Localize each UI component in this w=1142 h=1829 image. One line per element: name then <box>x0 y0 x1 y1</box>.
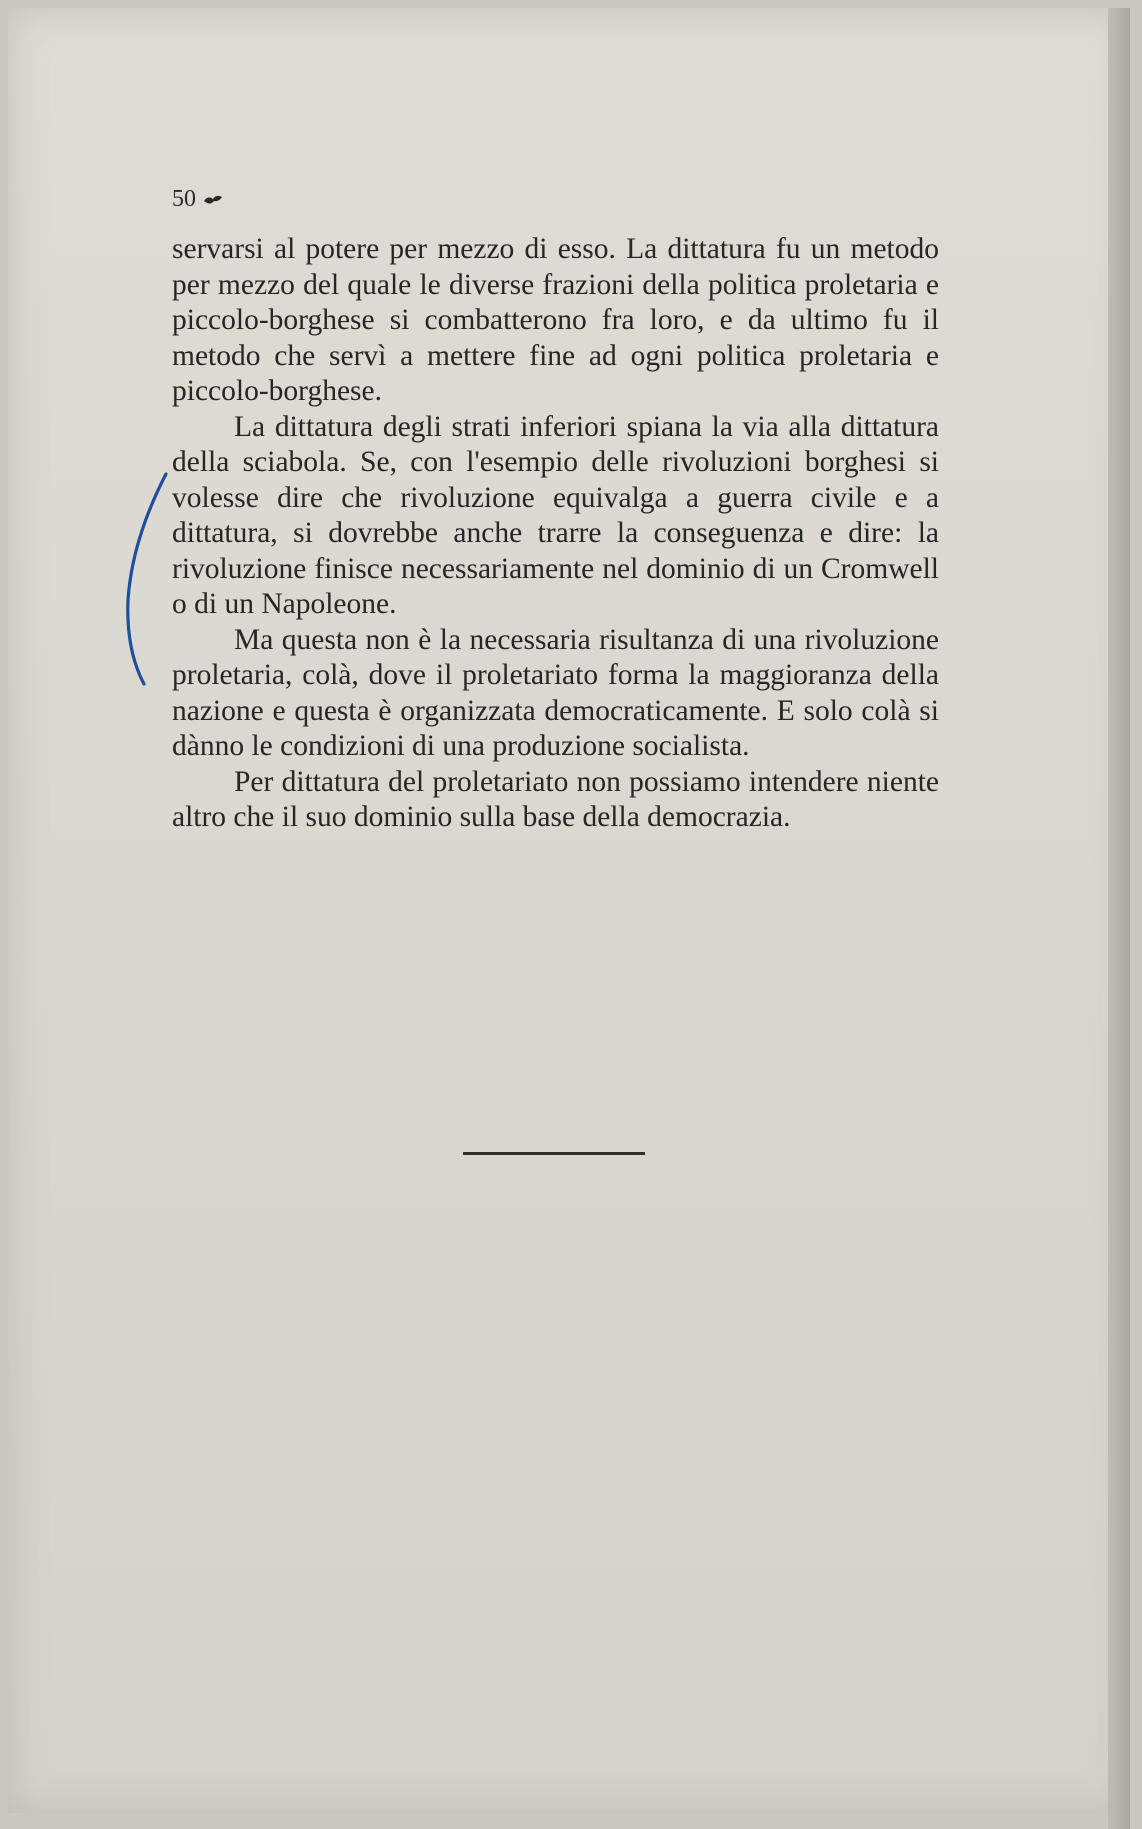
page-edge-shadow <box>1108 8 1130 1829</box>
paragraph-3: Ma questa non è la necessaria risultanza di una rivoluzione proletaria, colà, dove il proletariato forma la maggioranza della nazione e questa è organizzata democraticamente. E solo colà si dànno le condizioni di una produzione socialista. <box>172 623 939 762</box>
page-number: 50 <box>172 186 196 212</box>
pen-bracket-mark <box>118 470 178 690</box>
section-end-rule <box>463 1152 645 1155</box>
body-text <box>172 232 939 836</box>
paragraph-1: servarsi al potere per mezzo di esso. La dittatura fu un metodo per mezzo del quale le diverse frazioni della politica proletaria e piccolo-borghese si combatterono fra loro, e da ultimo fu il metodo che servì a mettere fine ad ogni politica proletaria e piccolo-borghese. <box>172 233 939 407</box>
paragraph-4: Per dittatura del proletariato non possiamo intendere niente altro che il suo dominio sulla base della democrazia. <box>172 765 939 833</box>
paragraph-2: La dittatura degli strati inferiori spiana la via alla dittatura della sciabola. Se, con l'esempio delle rivoluzioni borghesi si volesse dire che rivoluzione equivalga a guerra civile e a dittatura, si dovrebbe anche trarre la conseguenza e dire: la rivoluzione finisce necessariamente nel dominio di un Cromwell o di un Napoleone. <box>172 410 939 620</box>
page-header <box>172 186 224 213</box>
leaf-ornament-icon <box>202 193 224 207</box>
